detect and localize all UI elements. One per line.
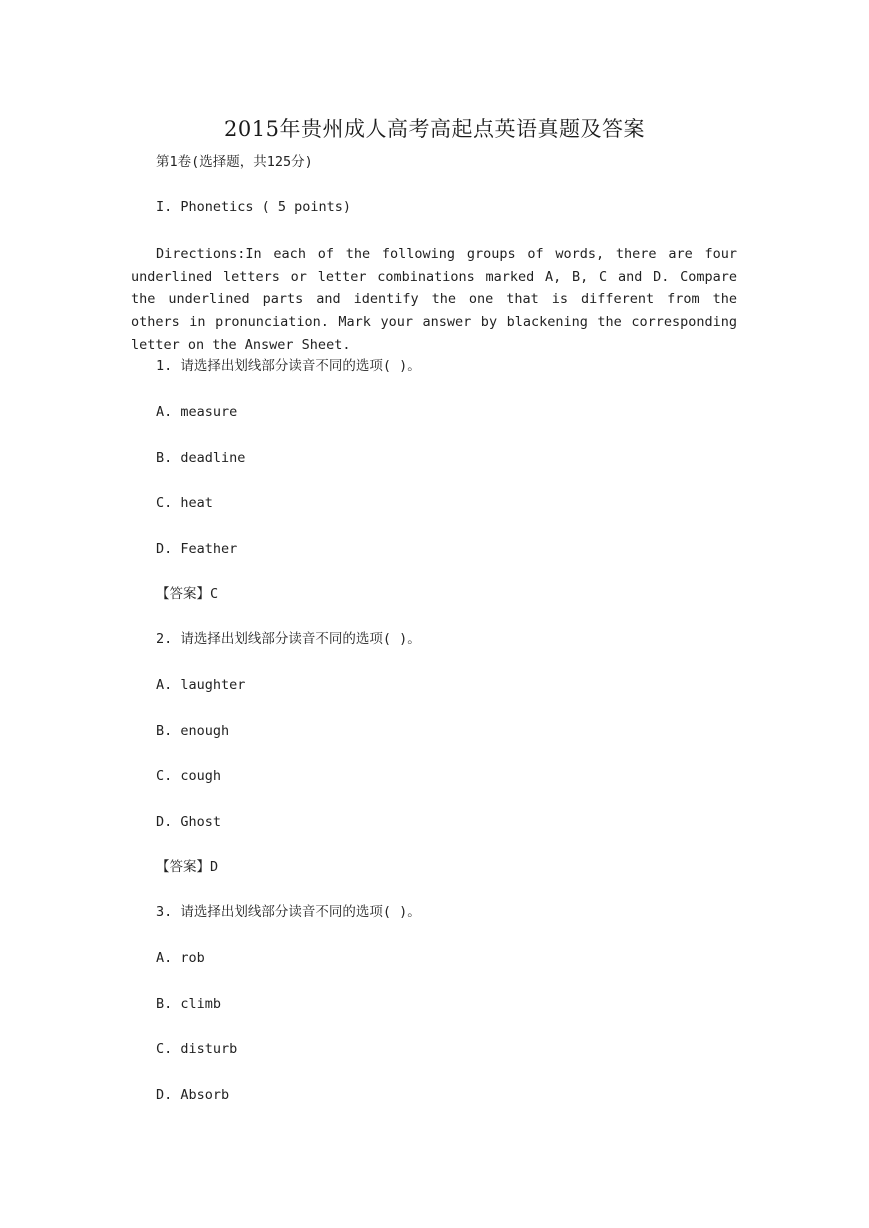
question-1-stem: 1. 请选择出划线部分读音不同的选项( )。: [156, 358, 421, 374]
question-3-option-c: C. disturb: [156, 1041, 238, 1057]
question-1-option-c: C. heat: [156, 495, 213, 511]
question-2-answer: 【答案】D: [156, 859, 219, 875]
question-1-option-d: D. Feather: [156, 541, 238, 557]
question-3-option-b: B. climb: [156, 996, 222, 1012]
question-2-option-c: C. cough: [156, 768, 222, 784]
directions-paragraph: Directions:In each of the following groups of words, there are four underlined letters or letter combinations marked A, B, C and D. Compare the underlined parts and identify the one that is different from the others in pronunciation. Mark your answer by blackening the corresponding letter on the Answer Sheet.: [131, 246, 737, 353]
question-3-stem: 3. 请选择出划线部分读音不同的选项( )。: [156, 904, 421, 920]
question-2-option-b: B. enough: [156, 723, 230, 739]
question-1-answer: 【答案】C: [156, 586, 219, 602]
section-header: 第1卷(选择题，共125分): [156, 154, 313, 170]
question-1-option-b: B. deadline: [156, 450, 246, 466]
document-title: 2015年贵州成人高考高起点英语真题及答案: [224, 117, 645, 141]
part-heading: I. Phonetics ( 5 points): [156, 199, 352, 215]
question-3-option-a: A. rob: [156, 950, 205, 966]
question-3-option-d: D. Absorb: [156, 1087, 230, 1103]
question-1-option-a: A. measure: [156, 404, 238, 420]
question-2-option-d: D. Ghost: [156, 814, 222, 830]
question-2-stem: 2. 请选择出划线部分读音不同的选项( )。: [156, 631, 421, 647]
question-2-option-a: A. laughter: [156, 677, 246, 693]
